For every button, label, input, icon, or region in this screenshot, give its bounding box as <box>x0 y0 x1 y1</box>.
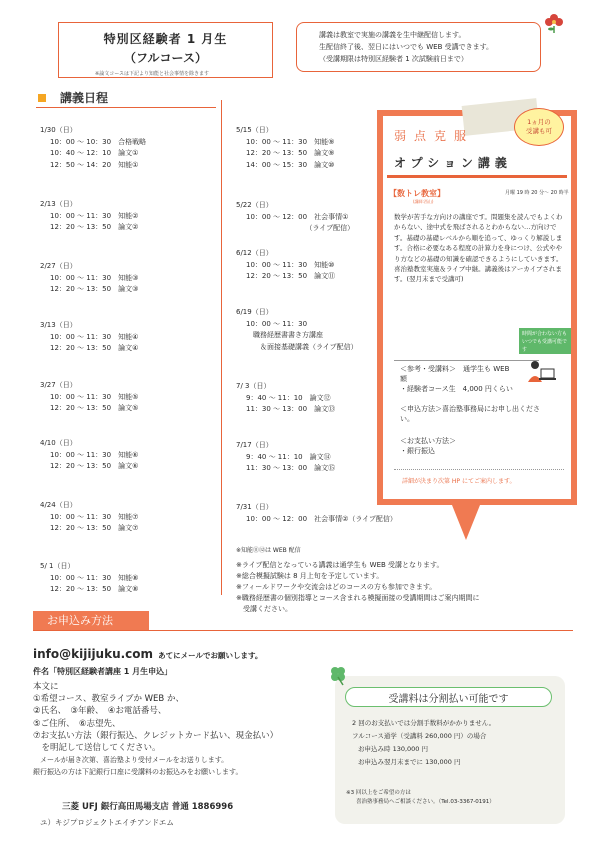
class-time: 月曜 19 時 20 分～ 20 時半 <box>505 190 569 196</box>
schedule-block <box>236 307 358 353</box>
schedule-title: 講義日程 <box>60 91 109 105</box>
schedule-block <box>40 438 138 473</box>
anytime-note-tag: 時間が合わない方もいつでも受講可能です <box>519 328 571 354</box>
schedule-row: 12：20 ～ 13：50 論文④ <box>50 344 139 352</box>
schedule-block <box>236 200 354 235</box>
schedule-block <box>40 500 138 535</box>
schedule-row: 10：00 ～ 12：00 社会事情① <box>246 212 349 221</box>
info-line: 生配信終了後、翌日にはいつでも WEB 受講できます。 <box>319 43 494 51</box>
payment-line: ・銀行振込 <box>400 447 435 455</box>
email-subject: 件名「特別区経験者講座 1 月生申込」 <box>33 667 173 676</box>
option-title: オプション講義 <box>394 156 512 170</box>
schedule-row: ＆面接基礎講義（ライブ配信） <box>246 342 358 351</box>
details-note: 詳細が決まり次第 HP にてご案内します。 <box>402 478 516 485</box>
person-laptop-icon <box>525 358 557 386</box>
schedule-date: 7/ 3（日） <box>236 382 271 390</box>
class-instructor: (講師:西山) <box>413 199 434 204</box>
schedule-row: 10：00 ～ 11：30 知能⑨ <box>246 137 335 146</box>
note-item: ※フィールドワークや交流会はどのコースの方も参加できます。 <box>236 583 437 591</box>
body-line: を明記して送信してください。 <box>33 743 161 754</box>
schedule-block <box>40 199 138 234</box>
footnote-line: ※3 回以上をご希望の方は <box>346 790 411 796</box>
schedule-date: 2/27（日） <box>40 262 77 270</box>
apply-method: ＜申込方法＞喜治塾事務局にお申し出ください。 <box>400 405 540 423</box>
schedule-row: 12：20 ～ 13：50 論文⑦ <box>50 524 139 532</box>
schedule-block <box>236 125 334 171</box>
schedule-row: 9：40 ～ 11：10 論文⑭ <box>246 452 331 461</box>
schedule-date: 2/13（日） <box>40 200 77 208</box>
apply-divider <box>33 630 573 631</box>
class-name: 【数トレ教室】 <box>389 189 445 198</box>
title-note: ※論文コースは下記より知能と社会事情を除きます <box>95 71 209 77</box>
info-box <box>296 22 541 72</box>
flower-icon <box>543 12 565 34</box>
schedule-date: 4/10（日） <box>40 439 77 447</box>
body-line: ②氏名、 ③年齢、 ④お電話番号、 <box>33 706 167 717</box>
option-panel-tail <box>450 500 482 540</box>
schedule-block <box>236 502 397 525</box>
option-separator <box>394 469 564 470</box>
installment-footnote <box>346 789 561 807</box>
fee-reference <box>400 364 513 394</box>
schedule-row: 10：00 ～ 11：30 知能⑧ <box>50 573 139 582</box>
schedule-date: 5/15（日） <box>236 126 273 134</box>
schedule-date: 5/22（日） <box>236 201 273 209</box>
schedule-row: 10：00 ～ 11：30 知能⑩ <box>246 260 335 269</box>
option-separator <box>394 360 539 361</box>
email-suffix: あてにメールでお願いします。 <box>158 651 263 660</box>
schedule-row: 12：20 ～ 13：50 論文⑨ <box>246 149 335 157</box>
schedule-date: 7/31（日） <box>236 503 273 511</box>
page-title: 特別区経験者 1 月生 <box>103 32 228 46</box>
schedule-row: 10：00 ～ 11：30 知能⑤ <box>50 392 139 401</box>
installment-line: 2 回のお支払いでは分割手数料がかかりません。 <box>352 719 496 727</box>
clover-icon <box>327 664 349 686</box>
badge-line: 1ヵ月の <box>527 118 551 126</box>
fee-title: ＜参考・受講料＞ 通学生も WEB <box>400 365 510 373</box>
schedule-row: 職務経歴書書き方講座 <box>246 331 323 339</box>
schedule-block <box>40 380 138 415</box>
email-line <box>33 643 262 662</box>
note-item: ※ライブ配信となっている講義は通学生も WEB 受講となります。 <box>236 561 444 569</box>
schedule-date: 6/12（日） <box>236 249 273 257</box>
badge-line: 受講も可 <box>526 127 552 135</box>
note-item: ※総合模擬試験は 8 月上旬を予定しています。 <box>236 572 384 580</box>
body-line: 銀行振込の方は下記銀行口座に受講料のお振込みをお願いします。 <box>33 768 243 777</box>
schedule-date: 3/13（日） <box>40 321 77 329</box>
schedule-date: 4/24（日） <box>40 501 77 509</box>
option-weak-label: 弱点克服 <box>394 129 475 143</box>
bullet-square-icon <box>38 94 46 102</box>
apply-header: お申込み方法 <box>33 611 149 630</box>
schedule-block <box>40 261 138 296</box>
schedule-row: 10：00 ～ 11：30 <box>246 319 308 328</box>
payment-title: ＜お支払い方法＞ <box>400 437 456 445</box>
schedule-row: 10：00 ～ 11：30 知能③ <box>50 273 139 282</box>
page-subtitle: （フルコース） <box>124 51 207 65</box>
body-line: 本文に <box>33 682 59 692</box>
schedule-block <box>236 440 335 475</box>
installment-line: お申込み時 130,000 円 <box>358 745 429 753</box>
schedule-row: 10：00 ～ 11：30 知能② <box>50 211 139 220</box>
payment-method <box>400 436 550 456</box>
schedule-block <box>40 125 146 171</box>
fee-line: 額 <box>400 375 407 383</box>
schedule-row: 12：50 ～ 14：20 知能① <box>50 160 139 169</box>
installment-title: 受講料は分割払い可能です <box>388 694 509 705</box>
schedule-date: 5/ 1（日） <box>40 562 75 570</box>
schedule-row: 10：00 ～ 11：30 知能⑥ <box>50 450 139 459</box>
body-line: ⑤ご住所、 ⑥志望先、 <box>33 718 121 729</box>
option-title-bar <box>387 175 567 178</box>
schedule-row: 12：20 ～ 13：50 論文⑪ <box>246 272 336 280</box>
schedule-row: 11：30 ～ 13：00 論文⑬ <box>246 405 336 413</box>
schedule-block <box>40 320 138 355</box>
schedule-block <box>236 381 335 416</box>
class-description: 数学が苦手な方向けの講座です。問題集を読んでもよくわからない、途中式を飛ばされるとわからない…方向けです。基礎の基礎レベルから順を追って、ゆっくり解説します。合格に必要なある程度の計算力を身につけ、公式ややり方などの基礎の知識を確認できるようにしていきます。喜治塾教室実施＆ライブ中継。講義後はアーカイブされます。(翌月末まで受講可) <box>394 213 563 284</box>
fee-line: ・経験者コース生 4,000 円くらい <box>400 385 513 393</box>
schedule-date: 1/30（日） <box>40 126 77 134</box>
schedule-date: 7/17（日） <box>236 441 273 449</box>
schedule-row: 10：40 ～ 12：10 論文① <box>50 149 139 157</box>
note-item: 受講ください。 <box>236 605 292 613</box>
schedule-date: 6/19（日） <box>236 308 273 316</box>
info-line: （受講期限は特別区経験者 1 次試験前日まで） <box>319 55 468 63</box>
schedule-row: 10：00 ～ 11：30 知能⑦ <box>50 512 139 521</box>
body-line: ①希望コース、教室ライブか WEB か、 <box>33 694 184 705</box>
email-body-instructions <box>33 681 333 779</box>
schedule-row: 12：20 ～ 13：50 論文③ <box>50 285 139 293</box>
schedule-row: 10：00 ～ 10：30 合格戦略 <box>50 137 147 146</box>
note-item: ※職務経歴書の個別指導とコース含まれる模擬面接の受講期間はご案内期間に <box>236 594 480 602</box>
notes-list <box>236 560 566 615</box>
schedule-row: 9：40 ～ 11：10 論文⑫ <box>246 393 331 402</box>
installment-line: フルコース通学（受講料 260,000 円）の場合 <box>352 732 487 740</box>
schedule-row: 10：00 ～ 11：30 知能④ <box>50 332 139 341</box>
column-divider <box>221 100 222 595</box>
installment-line: お申込み翌月末までに 130,000 円 <box>358 758 461 766</box>
body-line: メールが届き次第、喜治塾より受付メールをお送りします。 <box>33 756 229 765</box>
email-link[interactable]: info@kijijuku.com <box>33 647 154 661</box>
one-month-badge <box>514 108 564 146</box>
schedule-row: 12：20 ～ 13：50 論文⑧ <box>50 585 139 593</box>
web-note: ※知能⑪⑫は WEB 配信 <box>236 547 301 554</box>
info-line: 講義は教室で実施の講義を生中継配信します。 <box>319 31 466 39</box>
bank-account: 三菱 UFJ 銀行高田馬場支店 普通 1886996 <box>62 802 234 812</box>
schedule-row: 11：30 ～ 13：00 論文⑮ <box>246 464 336 472</box>
schedule-row: 12：20 ～ 13：50 論文② <box>50 223 139 231</box>
schedule-date: 3/27（日） <box>40 381 77 389</box>
schedule-row: 10：00 ～ 12：00 社会事情②（ライブ配信） <box>246 514 397 523</box>
schedule-block <box>236 248 335 283</box>
installment-text <box>352 717 562 769</box>
schedule-block <box>40 561 138 596</box>
body-line: ⑦お支払い方法（銀行振込、クレジットカード払い、現金払い） <box>33 730 279 741</box>
schedule-row: （ライブ配信） <box>246 224 355 232</box>
schedule-row: 12：20 ～ 13：50 論文⑤ <box>50 404 139 412</box>
schedule-row: 14：00 ～ 15：30 論文⑩ <box>246 160 335 169</box>
schedule-row: 12：20 ～ 13：50 論文⑥ <box>50 462 139 470</box>
account-holder: ユ）キジプロジェクトエイチアンドエム <box>40 818 174 827</box>
schedule-divider <box>36 107 216 108</box>
footnote-line: 喜治塾事務局へご相談ください。（Tel.03-3367-0191） <box>356 799 495 805</box>
